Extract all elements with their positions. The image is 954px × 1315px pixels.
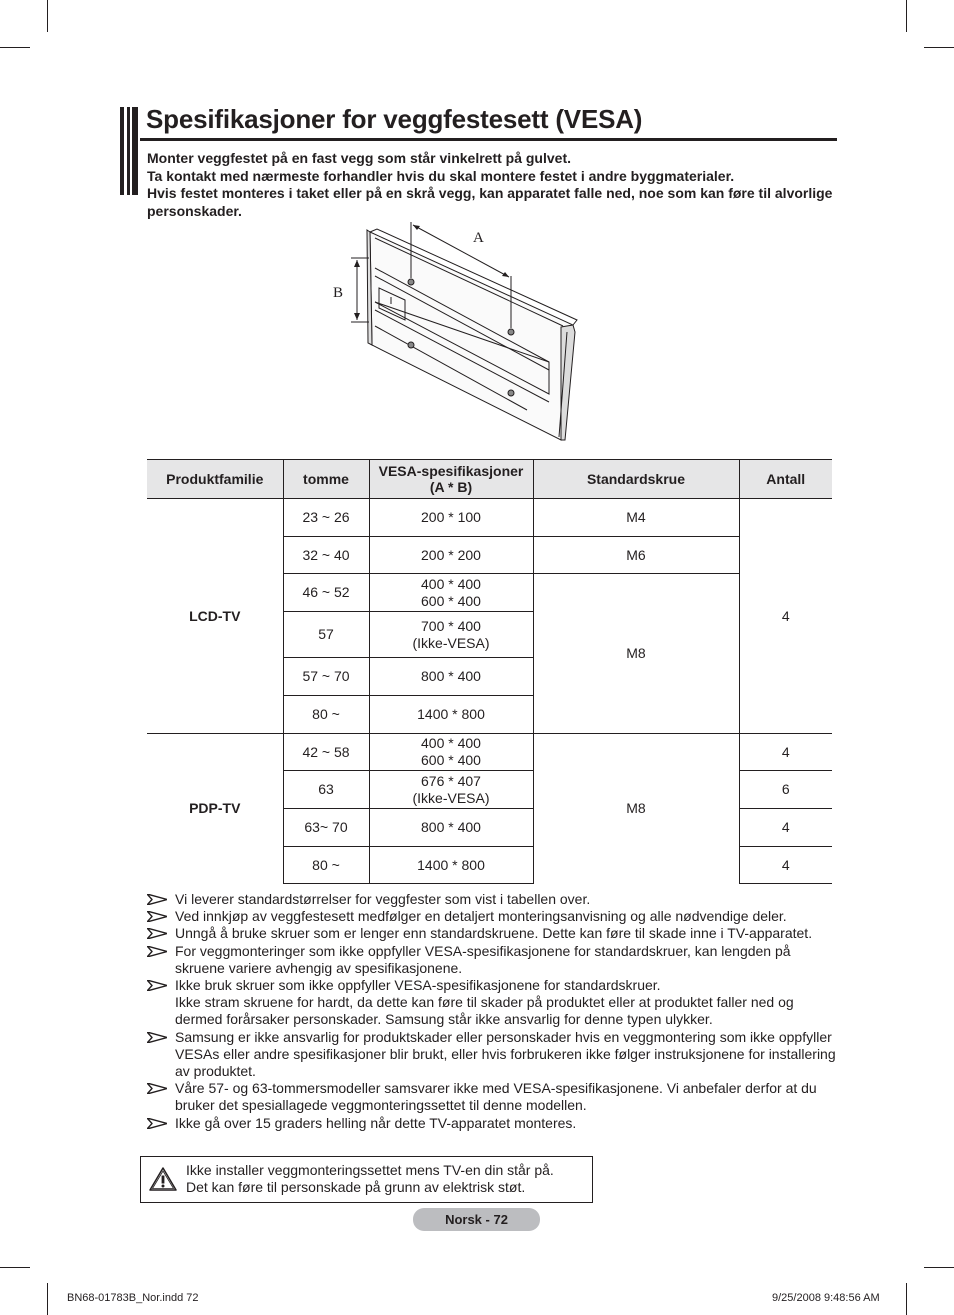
vesa-cell: [369, 612, 533, 658]
quantity-cell: 4: [739, 809, 832, 847]
table-header-row: [147, 460, 832, 499]
family-cell: LCD-TV: [147, 499, 283, 734]
vesa-value: (Ikke-VESA): [412, 789, 490, 806]
intro-line: Monter veggfestet på en fast vegg som står vinkelrett på gulvet.: [147, 150, 571, 166]
title-rule: [140, 138, 837, 141]
vesa-value: (Ikke-VESA): [412, 634, 490, 651]
vesa-cell: [369, 771, 533, 809]
vesa-value: 700 * 400: [421, 617, 481, 634]
vesa-spec-table: [147, 459, 832, 884]
size-cell: 23 ~ 26: [283, 499, 369, 537]
vesa-cell: [369, 809, 533, 847]
title-decoration: [120, 107, 138, 195]
vesa-cell: [369, 847, 533, 884]
vesa-cell: [369, 658, 533, 696]
arrow-bullet-icon: [147, 911, 167, 922]
size-cell: 80 ~: [283, 847, 369, 884]
note-text: Ikke gå over 15 graders helling når dette TV-apparatet monteres.: [175, 1114, 577, 1131]
size-cell: 32 ~ 40: [283, 537, 369, 574]
intro-line: Ta kontakt med nærmeste forhandler hvis du skal montere festet i andre byggmaterialer.: [147, 167, 735, 184]
footer-file-name: BN68-01783B_Nor.indd 72: [67, 1292, 199, 1304]
warning-box: [140, 1156, 593, 1203]
screw-cell: M4: [533, 499, 739, 537]
arrow-bullet-icon: [147, 1118, 167, 1129]
notes-list: [147, 891, 837, 1132]
size-cell: 57: [283, 612, 369, 658]
vesa-cell: [369, 499, 533, 537]
vesa-value: 200 * 200: [421, 546, 481, 563]
vesa-cell: [369, 574, 533, 612]
vesa-value: 676 * 407: [421, 772, 481, 789]
table-row: [147, 734, 832, 771]
note-item: [147, 1029, 837, 1081]
crop-mark: [924, 1267, 954, 1268]
arrow-bullet-icon: [147, 928, 167, 939]
screw-cell: M6: [533, 537, 739, 574]
vesa-value: 600 * 400: [421, 592, 481, 609]
size-cell: 63: [283, 771, 369, 809]
arrow-bullet-icon: [147, 1083, 167, 1094]
intro-line: Hvis festet monteres i taket eller på en skrå vegg, kan apparatet falle ned, noe som kan føre til alvorlige personskader.: [147, 185, 833, 219]
vesa-cell: [369, 734, 533, 771]
note-text: Ikke bruk skruer som ikke oppfyller VESA-spesifikasjonene for standardskruer.: [175, 977, 661, 994]
vesa-cell: [369, 537, 533, 574]
dimension-a-label: A: [473, 230, 484, 246]
quantity-cell: 6: [739, 771, 832, 809]
note-item: [147, 977, 837, 1029]
note-text: Ved innkjøp av veggfestesett medfølger en detaljert monteringsanvisning og alle nødvendige deler.: [175, 908, 787, 925]
size-cell: 46 ~ 52: [283, 574, 369, 612]
quantity-cell: 4: [739, 734, 832, 771]
vesa-value: 1400 * 800: [417, 706, 485, 722]
warning-line: Det kan føre til personskade på grunn av elektrisk støt.: [186, 1179, 526, 1195]
crop-mark: [906, 0, 907, 32]
warning-line: Ikke installer veggmonteringssettet mens TV-en din står på.: [186, 1162, 554, 1178]
arrow-bullet-icon: [147, 946, 167, 957]
vesa-cell: [369, 696, 533, 734]
crop-mark: [47, 0, 48, 32]
crop-mark: [924, 47, 954, 48]
table-row: [147, 499, 832, 537]
quantity-cell: 4: [739, 499, 832, 734]
header-inch: tomme: [283, 460, 369, 499]
warning-icon: [149, 1166, 177, 1192]
page-title: Spesifikasjoner for veggfestesett (VESA): [146, 104, 643, 134]
note-text: For veggmonteringer som ikke oppfyller VESA-spesifikasjonene for standardskruer, kan lengden på skruene variere avhengig av spesifikasjonene.: [175, 942, 791, 976]
vesa-value: 1400 * 800: [417, 856, 485, 873]
note-item: [147, 891, 837, 908]
note-item: [147, 943, 837, 977]
header-quantity: Antall: [739, 460, 832, 499]
note-item: [147, 925, 837, 942]
size-cell: 42 ~ 58: [283, 734, 369, 771]
note-item: [147, 1115, 837, 1132]
arrow-bullet-icon: [147, 980, 167, 991]
note-item: [147, 908, 837, 925]
size-cell: 63~ 70: [283, 809, 369, 847]
quantity-cell: 4: [739, 847, 832, 884]
note-text: Ikke stram skruene for hardt, da dette kan føre til skader på produktet eller at produktet faller ned og dermed forårsaker personskader. Samsung står ikke ansvarlig for denne typen ulykker.: [175, 994, 794, 1028]
arrow-bullet-icon: [147, 894, 167, 905]
intro-text: [147, 150, 837, 220]
note-text: Vi leverer standardstørrelser for veggfester som vist i tabellen over.: [175, 891, 591, 907]
family-cell: PDP-TV: [147, 734, 283, 884]
note-text: Samsung er ikke ansvarlig for produktskader eller personskader hvis en veggmontering som ikke oppfyller VESAs eller andre spesifikasjoner blir brukt, eller hvis forbrukeren ikke følger instruksjonene for installering av produktet.: [175, 1028, 836, 1080]
vesa-value: 800 * 400: [421, 819, 481, 835]
vesa-value: 800 * 400: [421, 668, 481, 684]
crop-mark: [0, 1267, 30, 1268]
footer-timestamp: 9/25/2008 9:48:56 AM: [772, 1292, 880, 1304]
page-number-badge: Norsk - 72: [413, 1208, 540, 1231]
vesa-value: 400 * 400: [421, 575, 481, 592]
vesa-value: 400 * 400: [421, 735, 481, 751]
note-text: Unngå å bruke skruer som er lenger enn standardskruene. Dette kan føre til skade inne i TV-apparatet.: [175, 925, 813, 942]
header-screw: Standardskrue: [533, 460, 739, 499]
header-vesa: VESA-spesifikasjoner (A * B): [369, 460, 533, 499]
note-item: [147, 1080, 837, 1114]
crop-mark: [906, 1283, 907, 1315]
screw-cell: M8: [533, 574, 739, 734]
size-cell: 80 ~: [283, 696, 369, 734]
size-cell: 57 ~ 70: [283, 658, 369, 696]
tv-wall-mount-diagram: [327, 222, 587, 447]
header-product-family: Produktfamilie: [147, 460, 283, 499]
crop-mark: [0, 47, 30, 48]
vesa-value: 200 * 100: [421, 509, 481, 525]
screw-cell: M8: [533, 734, 739, 884]
vesa-value: 600 * 400: [421, 752, 481, 768]
crop-mark: [47, 1283, 48, 1315]
note-text: Våre 57- og 63-tommersmodeller samsvarer ikke med VESA-spesifikasjonene. Vi anbefaler derfor at du bruker det spesiallagede veggmonteringssettet til denne modellen.: [175, 1080, 817, 1114]
arrow-bullet-icon: [147, 1032, 167, 1043]
dimension-b-label: B: [333, 285, 344, 301]
